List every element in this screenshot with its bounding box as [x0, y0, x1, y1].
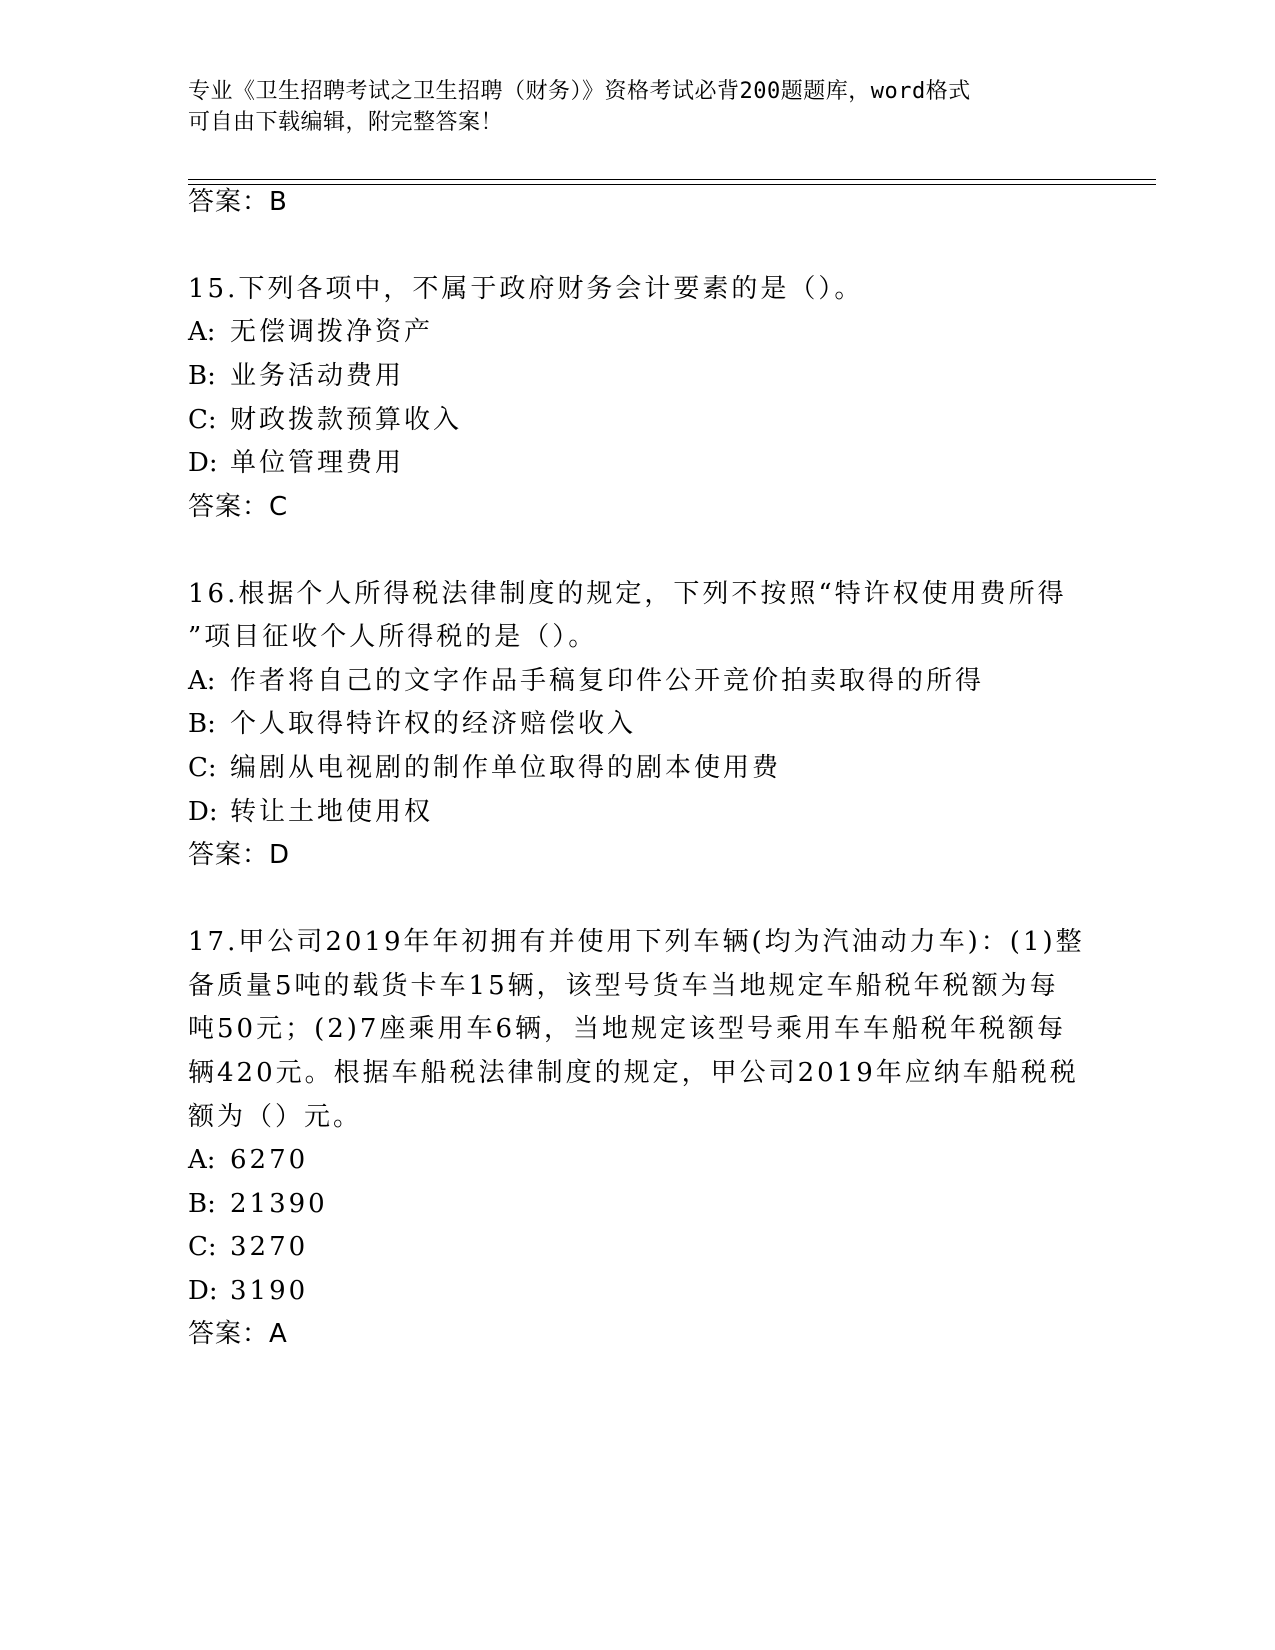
option-text: 21390: [230, 1189, 328, 1219]
question-16-option-d: [188, 795, 1088, 829]
header-line-2: 可自由下载编辑，附完整答案！: [188, 110, 504, 135]
header-line-1: 专业《卫生招聘考试之卫生招聘（财务）》资格考试必背200题题库，word格式: [188, 79, 971, 104]
option-text: 无偿调拨净资产: [230, 317, 434, 347]
option-letter: C:: [188, 753, 217, 783]
option-letter: C:: [188, 1232, 217, 1262]
option-letter: B:: [188, 709, 216, 739]
option-letter: A:: [188, 317, 216, 347]
question-16-stem-line-2: ”项目征收个人所得税的是（）。: [188, 622, 598, 652]
question-17-stem-line-4: 辆420元。根据车船税法律制度的规定，甲公司2019年应纳车船税税: [188, 1058, 1079, 1088]
header-divider-bottom: [188, 184, 1156, 185]
header-divider-top: [188, 179, 1156, 180]
option-text: 财政拨款预算收入: [230, 405, 463, 435]
question-15-option-c: [188, 403, 1088, 437]
question-17-stem-line-5: 额为（）元。: [188, 1102, 363, 1132]
option-text: 业务活动费用: [230, 361, 405, 391]
question-17-option-b: [188, 1187, 1088, 1221]
question-17-option-a: [188, 1143, 1088, 1177]
option-letter: A:: [188, 1145, 216, 1175]
question-17-option-d: [188, 1274, 1088, 1308]
option-text: 3270: [230, 1232, 309, 1262]
question-17-stem-line-1: 17.甲公司2019年年初拥有并使用下列车辆(均为汽油动力车)：(1)整: [188, 927, 1085, 957]
option-letter: D:: [188, 448, 218, 478]
question-15-option-a: [188, 315, 1088, 349]
option-text: 6270: [230, 1145, 309, 1175]
option-text: 作者将自己的文字作品手稿复印件公开竞价拍卖取得的所得: [230, 666, 985, 696]
question-17-answer: 答案：A: [188, 1319, 288, 1349]
question-17-stem-line-3: 吨50元；(2)7座乘用车6辆，当地规定该型号乘用车车船税年税额每: [188, 1014, 1066, 1044]
question-15-option-b: [188, 359, 1088, 393]
question-15-stem: 15.下列各项中，不属于政府财务会计要素的是（）。: [188, 274, 864, 304]
option-text: 单位管理费用: [230, 448, 405, 478]
question-16-option-c: [188, 751, 1088, 785]
question-17-option-c: [188, 1230, 1088, 1264]
option-letter: A:: [188, 666, 216, 696]
question-17-stem-line-2: 备质量5吨的载货卡车15辆，该型号货车当地规定车船税年税额为每: [188, 971, 1059, 1001]
option-letter: B:: [188, 1189, 216, 1219]
question-16-option-b: [188, 707, 1088, 741]
previous-answer: 答案：B: [188, 187, 288, 217]
question-16-stem-line-1: 16.根据个人所得税法律制度的规定，下列不按照“特许权使用费所得: [188, 579, 1067, 609]
question-15-answer: 答案：C: [188, 492, 289, 522]
option-letter: D:: [188, 1276, 218, 1306]
option-text: 3190: [230, 1276, 309, 1306]
question-16-option-a: [188, 664, 1088, 698]
option-text: 转让土地使用权: [230, 797, 434, 827]
document-header: [188, 76, 1068, 138]
question-16-answer: 答案：D: [188, 840, 291, 870]
option-text: 编剧从电视剧的制作单位取得的剧本使用费: [230, 753, 782, 783]
option-letter: C:: [188, 405, 217, 435]
option-text: 个人取得特许权的经济赔偿收入: [230, 709, 637, 739]
option-letter: D:: [188, 797, 218, 827]
question-15-option-d: [188, 446, 1088, 480]
option-letter: B:: [188, 361, 216, 391]
